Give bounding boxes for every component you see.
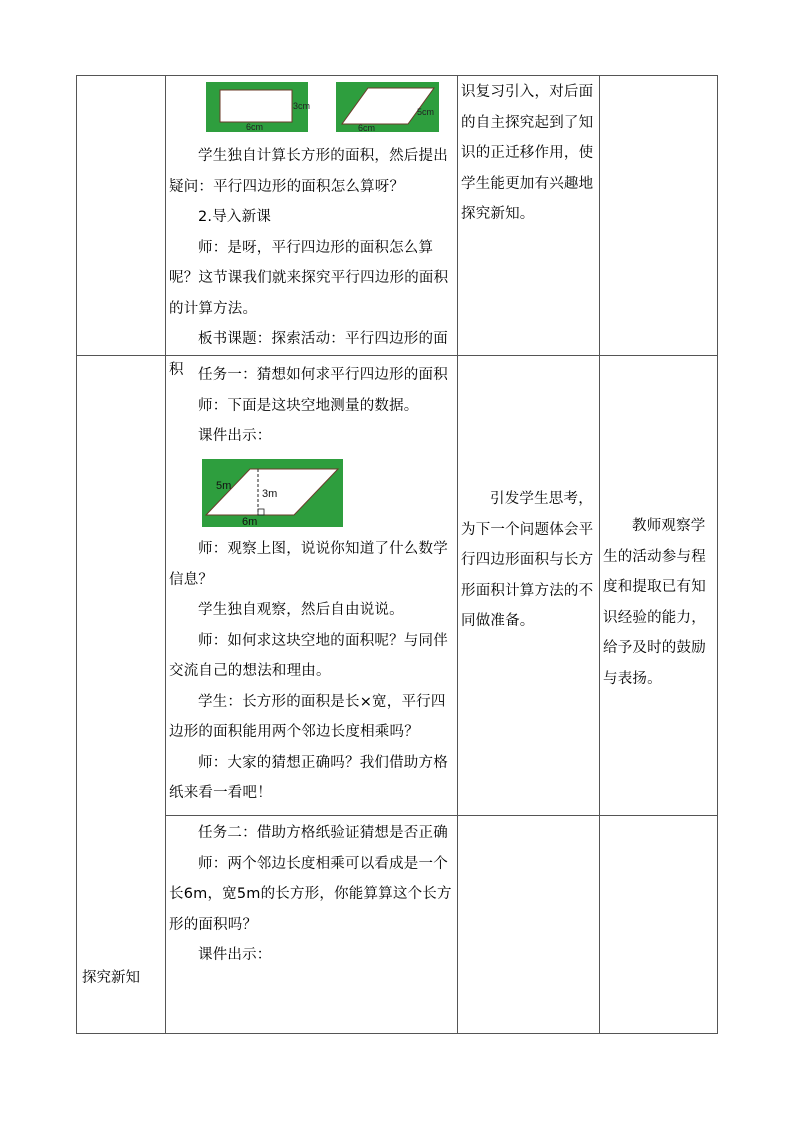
parallelogram-side-label: 5cm bbox=[417, 107, 435, 117]
row3-line-3: 课件出示： bbox=[198, 947, 272, 963]
row-divider-2 bbox=[165, 815, 718, 816]
row2-evaluation-text: 教师观察学生的活动参与程度和提取已有知识经验的能力，给予及时的鼓励与表扬。 bbox=[603, 518, 706, 687]
table-top-border bbox=[76, 75, 718, 76]
field-height-label: 3m bbox=[262, 488, 278, 500]
row1-design-intent bbox=[461, 77, 595, 230]
row2-bottom-line-4: 学生：长方形的面积是长×宽，平行四边形的面积能用两个邻边长度相乘吗？ bbox=[169, 693, 446, 740]
column-divider-3 bbox=[599, 75, 600, 1033]
column-divider-2 bbox=[457, 75, 458, 1033]
section-label-explore: 探究新知 bbox=[82, 970, 140, 986]
parallelogram-figure-cm bbox=[336, 82, 439, 132]
row1-line-4: 板书课题：探索活动：平行四边形的面积 bbox=[169, 331, 448, 378]
row3-teaching-process bbox=[169, 818, 455, 971]
rectangle-width-label: 6cm bbox=[246, 122, 264, 132]
field-side-label: 5m bbox=[216, 480, 232, 492]
row2-bottom-line-3: 师：如何求这块空地的面积呢？与同伴交流自己的想法和理由。 bbox=[169, 632, 448, 679]
parallelogram-figure-m bbox=[202, 459, 343, 527]
row2-design-intent-text: 引发学生思考，为下一个问题体会平行四边形面积与长方形面积计算方法的不同做准备。 bbox=[461, 491, 594, 629]
row1-line-3: 师：是呀，平行四边形的面积怎么算呢？这节课我们就来探究平行四边形的面积的计算方法。 bbox=[169, 239, 449, 317]
parallelogram-base-label: 6cm bbox=[358, 123, 376, 133]
row1-design-intent-text: 识复习引入，对后面的自主探究起到了知识的正迁移作用，使学生能更加有兴趣地探究新知。 bbox=[461, 84, 594, 222]
row2-bottom-line-5: 师：大家的猜想正确吗？我们借助方格纸来看一看吧！ bbox=[169, 754, 448, 801]
table-right-border bbox=[717, 75, 718, 1033]
row2-top-line-2: 师：下面是这块空地测量的数据。 bbox=[198, 397, 419, 414]
row2-top-line-1: 任务一：猜想如何求平行四边形的面积 bbox=[198, 367, 448, 383]
table-bottom-border bbox=[76, 1033, 718, 1034]
rectangle-shape bbox=[220, 90, 292, 122]
row1-teaching-process bbox=[169, 141, 455, 385]
row2-evaluation bbox=[603, 511, 713, 694]
field-base-label: 6m bbox=[242, 516, 258, 528]
row2-top-line-3: 课件出示： bbox=[198, 428, 272, 444]
row1-line-1: 学生独自计算长方形的面积，然后提出疑问：平行四边形的面积怎么算呀？ bbox=[169, 148, 448, 195]
row3-line-1: 任务二：借助方格纸验证猜想是否正确 bbox=[198, 825, 448, 841]
rectangle-figure bbox=[206, 82, 311, 132]
row2-teaching-process-bottom bbox=[169, 534, 455, 809]
row2-teaching-process-top bbox=[169, 360, 455, 452]
table-left-border bbox=[76, 75, 77, 1033]
row2-bottom-line-2: 学生独自观察，然后自由说说。 bbox=[198, 602, 404, 618]
row3-line-2: 师：两个邻边长度相乘可以看成是一个长6m，宽5m的长方形，你能算算这个长方形的面积吗？ bbox=[169, 855, 452, 933]
row2-design-intent bbox=[461, 484, 595, 637]
column-divider-1 bbox=[165, 75, 166, 1033]
row1-line-2: 2.导入新课 bbox=[198, 209, 272, 225]
rectangle-height-label: 3cm bbox=[293, 101, 311, 111]
row2-bottom-line-1: 师：观察上图，说说你知道了什么数学信息？ bbox=[169, 541, 448, 588]
